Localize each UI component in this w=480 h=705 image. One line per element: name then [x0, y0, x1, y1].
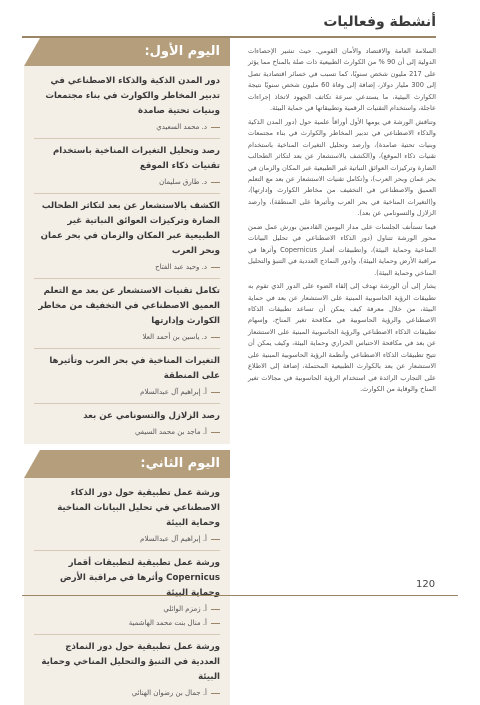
day2-item-3 — [34, 640, 220, 699]
dash-icon — [211, 609, 220, 610]
article-paragraph-1: السلامة العامة والاقتصاد والأمان القومي. حيث تشير الإحصاءات الدولية إلى أن 90 % من الكوارث الطبيعية ذات صلة بالمناخ مما يؤثر على 217 مليون شخص سنويًا، كما تسبب في خسائر اقتصادية تصل إلى 300 مليار دولار، إضافة إلى وفاة 60 مليون شخص سنويًا نتيجة الكوارث البيئية، ما يستدعي سرعة تكاتف الجهود لاتخاذ إجراءات عاجلة، واستخدام التقنيات الرقمية وتطبيقاتها في حماية البيئة. — [248, 47, 436, 113]
author-name: أ. جمال بن رضوان الهنائي — [131, 689, 207, 697]
dash-icon — [211, 623, 220, 624]
author-name: أ. منال بنت محمد الهاشمية — [128, 619, 207, 627]
author-name: د. محمد السعيدي — [156, 123, 207, 131]
author-name: د. طارق سليمان — [159, 178, 207, 186]
day1-item-2 — [34, 144, 220, 188]
session-title: رصد الزلازل والتسونامي عن بعد — [83, 411, 220, 421]
footer-divider — [22, 595, 458, 596]
author-name: أ. إبراهيم آل عبدالسلام — [140, 388, 207, 396]
divider — [34, 634, 220, 635]
day1-item-4 — [34, 284, 220, 343]
session-author — [34, 331, 220, 343]
dash-icon — [211, 127, 220, 128]
program-sidebar — [24, 38, 230, 705]
session-title: رصد وتحليل التغيرات المناخية باستخدام تقنيات ذكاء الموقع — [53, 146, 220, 171]
divider — [34, 278, 220, 279]
workshop-author — [34, 687, 220, 699]
divider — [34, 403, 220, 404]
dash-icon — [211, 693, 220, 694]
banner-corner — [24, 450, 40, 478]
article-paragraph-2: وتناقش الورشة في يومها الأول أوراقاً علمية حول (دور المدن الذكية والذكاء الاصطناعي في تدبير المخاطر والكوارث في بناء مجتمعات وبنيات تحتية صامدة)، و(رصد وتحليل التغيرات المناخية باستخدام تقنيات ذكاء الموقع)، و(الكشف بالاستشعار عن بعد لتكاثر الطحالب الضارة وتركيزات العوائق النباتية غير الطبيعية عبر المكان والزمان في بحر عمان وبحر العرب)، و(تكامل تقنيات الاستشعار عن بعد مع التعلم العميق والاصطناعي في التخفيف من مخاطر الكوارث وإدارتها)، و(التغيرات المناخية في بحر العرب وتأثيرها على المنطقة)، و(رصد الزلازل والتسونامي عن بعد). — [248, 117, 436, 218]
workshop-author — [34, 603, 220, 615]
session-author — [34, 426, 220, 438]
section-title: أنشطة وفعاليات — [323, 14, 436, 30]
day2-title: اليوم الثاني: — [140, 456, 220, 471]
author-name: د. وحيد عبد الفتاح — [155, 263, 207, 271]
workshop-author — [34, 617, 220, 629]
author-name: أ. إبراهيم آل عبدالسلام — [140, 535, 207, 543]
session-author — [34, 386, 220, 398]
author-name: أ. ماجد بن محمد السيفي — [134, 428, 207, 436]
workshop-title: ورشة عمل تطبيقية حول دور النماذج العددية في التنبؤ والتحليل المناخي وحماية البيئة — [41, 642, 220, 682]
dash-icon — [211, 392, 220, 393]
dash-icon — [211, 182, 220, 183]
session-author — [34, 121, 220, 133]
divider — [34, 138, 220, 139]
article-paragraph-3: فيما تستأنف الجلسات على مدار اليومين القادمين بورش عمل ضمن محور الورشة تتناول (دور الذكاء الاصطناعي في تحليل البيانات المناخية وحماية البيئة)، و(تطبيقات أقمار Copernicus وأثرها في مراقبة الأرض وحماية البيئة)، و(دور النماذج العددية في التنبؤ والتحليل المناخي وحماية البيئة). — [248, 222, 436, 277]
dash-icon — [211, 337, 220, 338]
session-title: الكشف بالاستشعار عن بعد لتكاثر الطحالب الضارة وتركيزات العوائق النباتية غير الطبيعية عبر المكان والزمان في بحر عمان وبحر العرب — [40, 201, 220, 256]
author-name: أ. زمزم الوائلي — [163, 605, 207, 613]
divider — [34, 193, 220, 194]
dash-icon — [211, 267, 220, 268]
banner-corner — [24, 38, 40, 66]
divider — [34, 550, 220, 551]
day1-item-1 — [34, 74, 220, 133]
day1-title: اليوم الأول: — [144, 44, 220, 59]
session-author — [34, 261, 220, 273]
workshop-title: ورشة عمل تطبيقية لتطبيقات أقمار Copernicus وأثرها في مراقبة الأرض وحماية البيئة — [60, 558, 220, 598]
author-name: د. ياسين بن أحمد العلا — [142, 333, 207, 341]
day2-card — [24, 478, 230, 705]
dash-icon — [211, 539, 220, 540]
session-title: التغيرات المناخية في بحر العرب وتأثيرها على المنطقة — [49, 356, 220, 381]
day2-banner — [24, 450, 230, 478]
day1-item-5 — [34, 354, 220, 398]
page-number: 120 — [416, 579, 436, 590]
article-body — [248, 46, 436, 398]
day2-item-1 — [34, 486, 220, 545]
workshop-author — [34, 533, 220, 545]
dash-icon — [211, 432, 220, 433]
workshop-title: ورشة عمل تطبيقية حول دور الذكاء الاصطناعي في تحليل البيانات المناخية وحماية البيئة — [57, 488, 220, 528]
day1-item-3 — [34, 199, 220, 273]
divider — [34, 348, 220, 349]
day1-banner — [24, 38, 230, 66]
article-paragraph-4: يشار إلى أن الورشة تهدف إلى إلقاء الضوء على الدور الذي تقوم به تطبيقات الرؤية الحاسوبية المبنية على الاستشعار عن بعد في حماية البيئة، من خلال معرفة كيف يمكن أن تساعد تطبيقات الذكاء الاصطناعي والرؤية الحاسوبية في مكافحة تغير المناخ، وإسهام تطبيقات الذكاء الاصطناعي والرؤية الحاسوبية المبنية على الاستشعار عن بعد في مكافحة الاحتباس الحراري وحماية البيئة، وكيف يمكن أن تتيح تطبيقات الذكاء الاصطناعي وأنظمة الرؤية الحاسوبية المبنية على الاستشعار عن بعد بالكوارث الطبيعية المحتملة، إضافة إلى الاطلاع على التجارب الرائدة في استخدام الرؤية الحاسوبية في مجالات تغير المناخ والوقاية من الكوارث. — [248, 282, 436, 394]
day2-item-2 — [34, 556, 220, 629]
day1-card — [24, 66, 230, 444]
session-title: تكامل تقنيات الاستشعار عن بعد مع التعلم العميق الاصطناعي في التخفيف من مخاطر الكوارث وإدارتها — [38, 286, 220, 326]
session-title: دور المدن الذكية والذكاء الاصطناعي في تدبير المخاطر والكوارث في بناء مجتمعات وبنيات تحتية صامدة — [45, 76, 220, 116]
session-author — [34, 176, 220, 188]
day1-item-6 — [34, 409, 220, 438]
